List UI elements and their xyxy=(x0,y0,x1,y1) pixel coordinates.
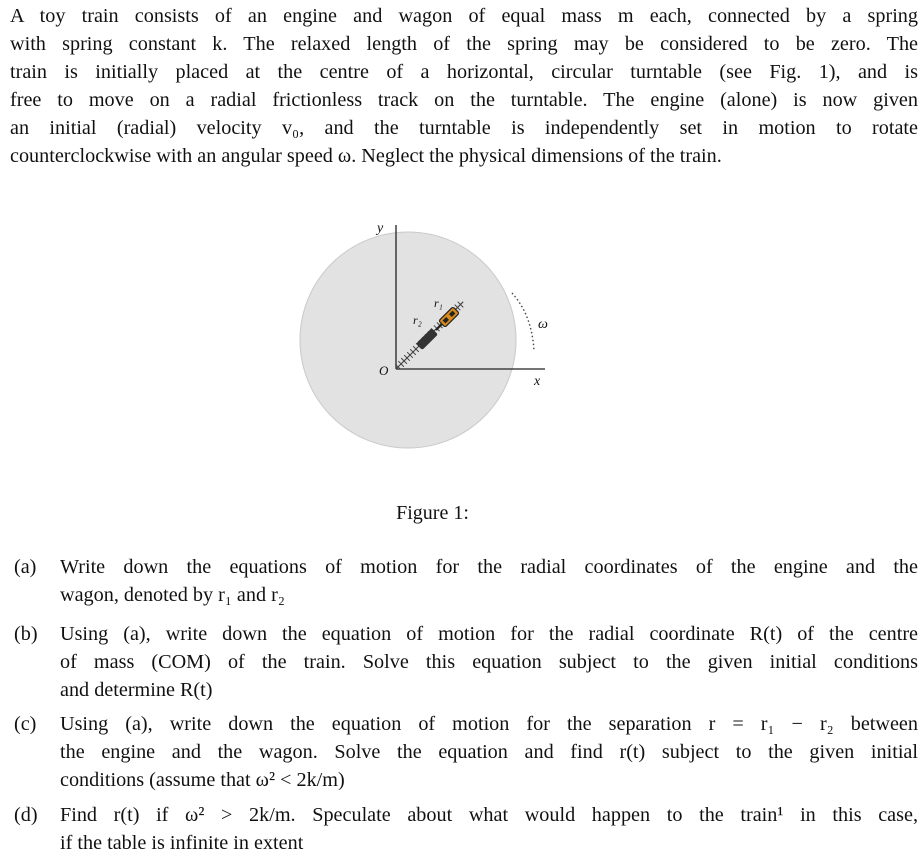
question-line: wagon, denoted by r₁ and r₂ xyxy=(60,584,285,606)
question-line: Find r(t) if ω² > 2k/m. Speculate about what would happen to the train¹ in this case, xyxy=(60,804,918,826)
y-axis-label: y xyxy=(377,221,384,236)
turntable-figure xyxy=(280,205,580,480)
question-line: the engine and the wagon. Solve the equation and find r(t) subject to the given initial xyxy=(60,741,918,763)
intro-line: an initial (radial) velocity v₀, and the turntable is independently set in motion to rotate xyxy=(10,117,918,139)
question-line: conditions (assume that ω² < 2k/m) xyxy=(60,769,345,791)
x-axis-label: x xyxy=(534,374,541,389)
question-label: (b) xyxy=(14,623,38,645)
intro-line: free to move on a radial frictionless track on the turntable. The engine (alone) is now given xyxy=(10,89,918,111)
question-line: Using (a), write down the equation of motion for the separation r = r₁ − r₂ between xyxy=(60,713,918,735)
figure-caption: Figure 1: xyxy=(396,502,469,524)
origin-label: O xyxy=(379,363,389,378)
question-line: and determine R(t) xyxy=(60,679,213,701)
intro-line: with spring constant k. The relaxed length of the spring may be considered to be zero. The xyxy=(10,33,918,55)
question-line: Using (a), write down the equation of motion for the radial coordinate R(t) of the centre xyxy=(60,623,918,645)
r2-label: r₂ xyxy=(413,313,422,327)
question-label: (d) xyxy=(14,804,38,826)
question-label: (a) xyxy=(14,556,37,578)
question-line: of mass (COM) of the train. Solve this equation subject to the given initial conditions xyxy=(60,651,918,673)
question-line: if the table is infinite in extent xyxy=(60,832,304,854)
question-line: Write down the equations of motion for the radial coordinates of the engine and the xyxy=(60,556,918,578)
problem-statement xyxy=(10,2,918,170)
turntable-disc xyxy=(300,232,516,448)
intro-line: counterclockwise with an angular speed ω. Neglect the physical dimensions of the train. xyxy=(10,145,722,167)
intro-line: A toy train consists of an engine and wagon of equal mass m each, connected by a spring xyxy=(10,5,918,27)
r1-label: r₁ xyxy=(434,296,443,310)
omega-label: ω xyxy=(538,317,548,332)
intro-line: train is initially placed at the centre of a horizontal, circular turntable (see Fig. 1), and is xyxy=(10,61,918,83)
question-label: (c) xyxy=(14,713,37,735)
